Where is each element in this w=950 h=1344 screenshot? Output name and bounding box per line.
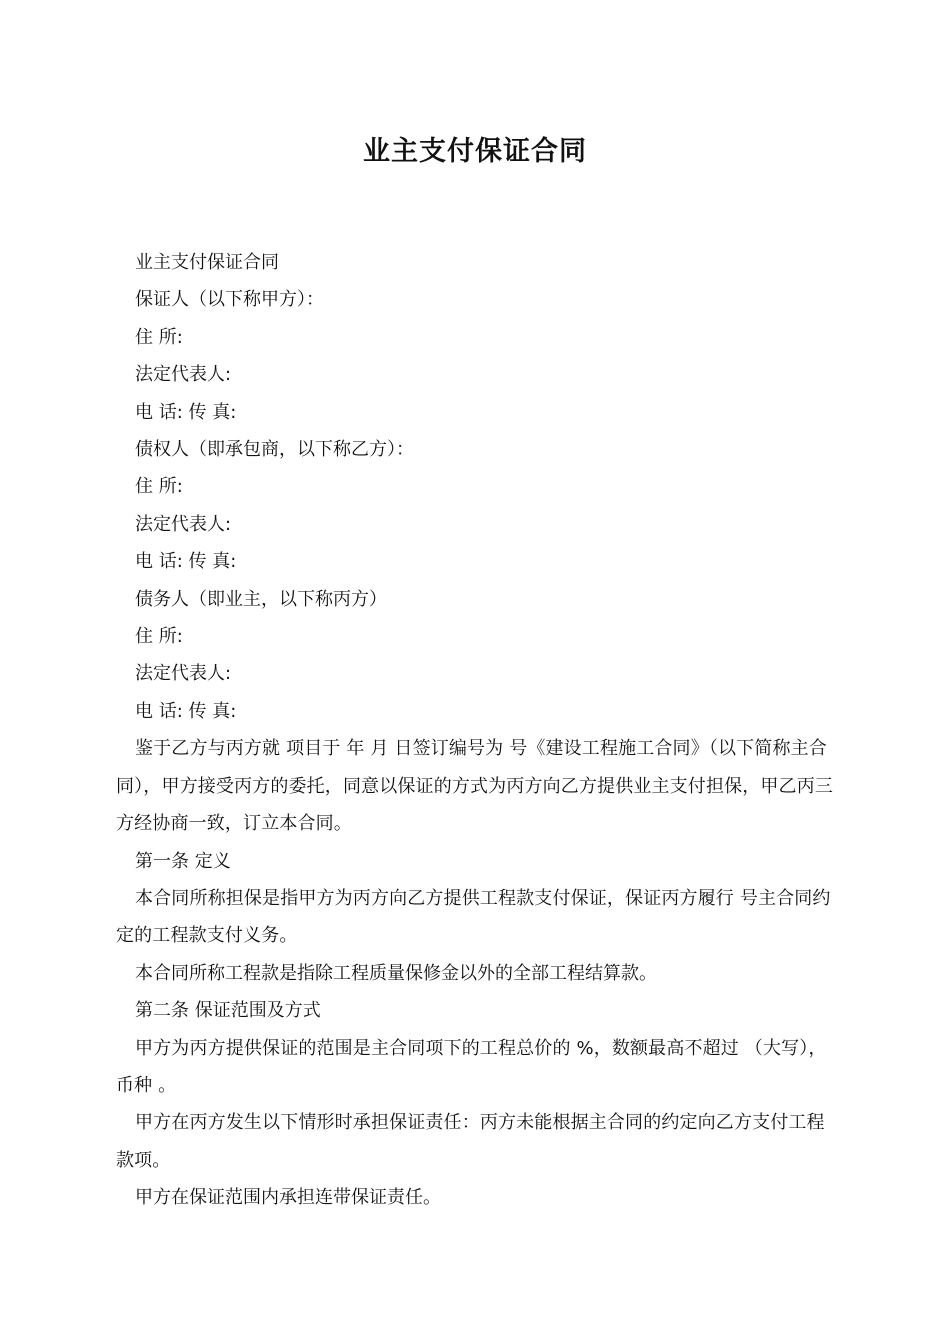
paragraph-debtor-phone-fax: 电 话: 传 真:	[135, 700, 237, 722]
paragraph-guarantee-scope: 甲方为丙方提供保证的范围是主合同项下的工程总价的 %，数额最高不超过 （大写），币种 。	[116, 1037, 827, 1096]
paragraph-debtor: 债务人（即业主，以下称丙方）	[135, 588, 387, 610]
paragraph-creditor-address: 住 所:	[135, 476, 183, 498]
paragraph-heading: 业主支付保证合同	[135, 252, 279, 273]
paragraph-creditor-phone-fax: 电 话: 传 真:	[135, 551, 237, 573]
paragraph-guarantor-phone-fax: 电 话: 传 真:	[135, 401, 237, 423]
article-two-heading: 第二条 保证范围及方式	[135, 1000, 321, 1022]
document-title: 业主支付保证合同	[363, 136, 587, 167]
document-body	[116, 244, 838, 1217]
paragraph-guarantor-representative: 法定代表人:	[135, 364, 232, 386]
article-one-heading: 第一条 定义	[135, 850, 231, 872]
paragraph-guarantor-address: 住 所:	[135, 326, 183, 348]
paragraph-joint-liability: 甲方在保证范围内承担连带保证责任。	[135, 1187, 441, 1209]
paragraph-preamble: 鉴于乙方与丙方就 项目于 年 月 日签订编号为 号《建设工程施工合同》（以下简称主合同），甲方接受丙方的委托，同意以保证的方式为丙方向乙方提供业主支付担保，甲乙丙三方经协商一致，订立本合同。	[116, 738, 833, 835]
paragraph-payment-definition: 本合同所称工程款是指除工程质量保修金以外的全部工程结算款。	[135, 962, 657, 984]
paragraph-debtor-representative: 法定代表人:	[135, 663, 232, 685]
paragraph-guarantor: 保证人（以下称甲方）：	[135, 289, 324, 311]
paragraph-guarantee-definition: 本合同所称担保是指甲方为丙方向乙方提供工程款支付保证，保证丙方履行 号主合同约定的工程款支付义务。	[116, 887, 831, 947]
paragraph-debtor-address: 住 所:	[135, 626, 183, 648]
paragraph-creditor-representative: 法定代表人:	[135, 513, 232, 535]
paragraph-guarantee-trigger: 甲方在丙方发生以下情形时承担保证责任：丙方未能根据主合同的约定向乙方支付工程款项。	[116, 1112, 825, 1171]
paragraph-creditor: 债权人（即承包商，以下称乙方）：	[135, 439, 414, 461]
